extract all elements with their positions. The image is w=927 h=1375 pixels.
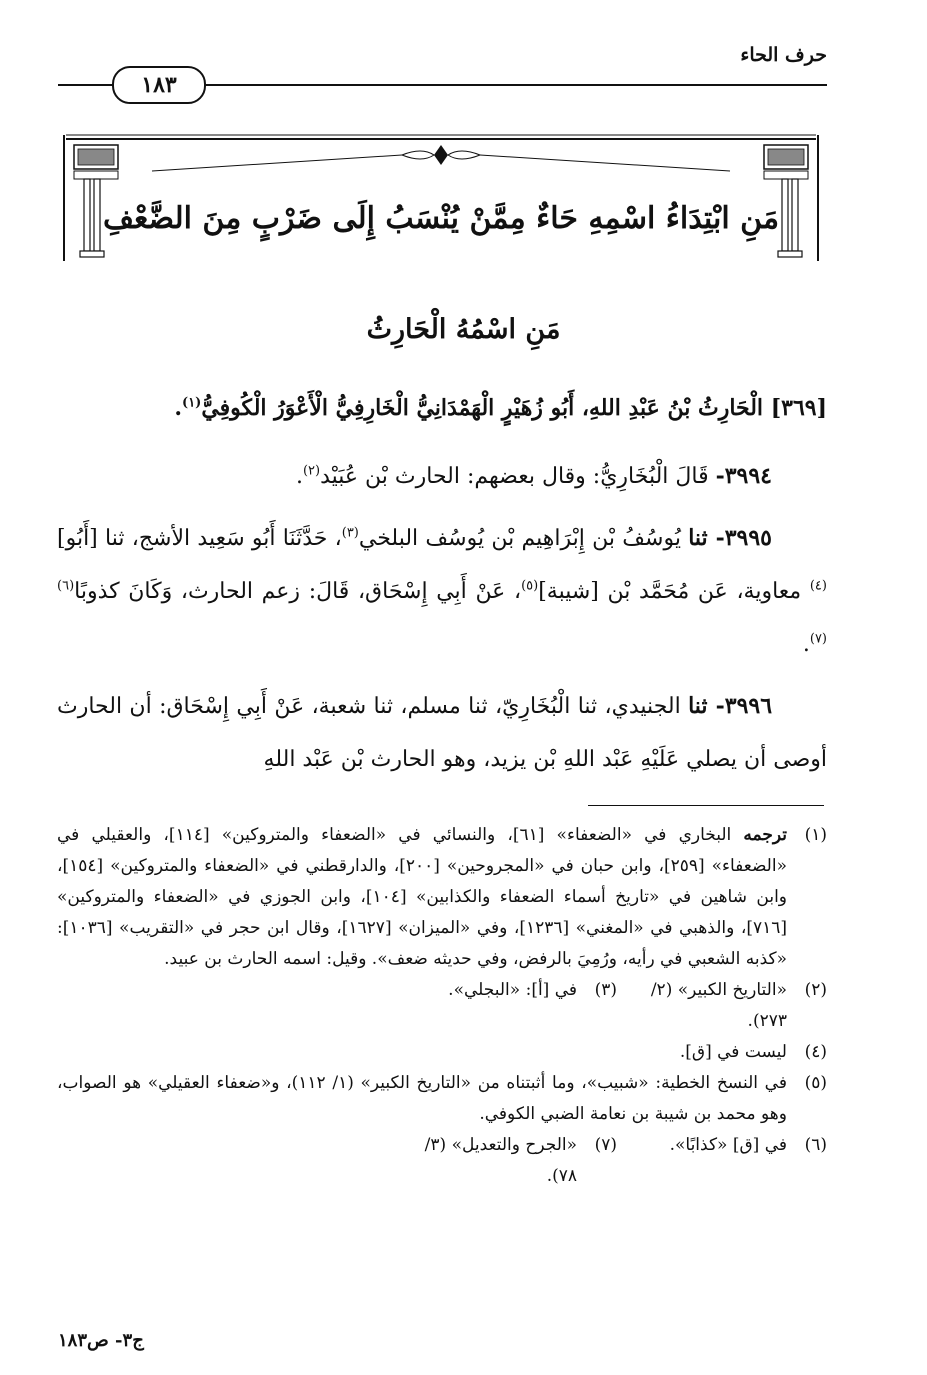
footnote-6	[617, 1130, 827, 1192]
footnote-number: (٦)	[804, 1135, 827, 1155]
hadith-number: ٣٩٩٥-	[715, 525, 772, 551]
hadith-number: ٣٩٩٦-	[715, 693, 773, 719]
footnote-ref: (١)	[182, 395, 202, 411]
footnote-text: في [أ]: «البجلي».	[448, 980, 577, 1000]
footnote-number: (٤)	[804, 1042, 827, 1062]
footnote-ref: (٦)(٧)	[57, 578, 827, 647]
footnote-number: (٣)	[594, 980, 617, 1000]
footnote-text: «التاريخ الكبير» (٢/ ٢٧٣).	[650, 980, 787, 1031]
paragraph-text: الجنيدي، ثنا الْبُخَارِيّ، ثنا مسلم، ثنا شعبة، عَنْ أَبِي إِسْحَاق: أن الحارث أوصى أن يصلي عَلَيْهِ عَبْد اللهِ بْن يزيد، وهو الحارث بْن عَبْد اللهِ	[57, 694, 827, 772]
footnote-number: (٥)	[804, 1073, 827, 1093]
narration-keyword: ثنا	[688, 693, 716, 719]
footnote-row-6-7	[57, 1130, 827, 1192]
footnote-text	[57, 820, 787, 975]
paragraph-text: ، حَدَّثَنَا أَبُو سَعِيد الأشج، ثنا [أَبُو]	[57, 526, 342, 551]
footnote-text: في النسخ الخطية: «شبيب»، وما أثبتناه من «التاريخ الكبير» (١/ ١١٢)، و«ضعفاء العقيلي» هو الصواب، وهو محمد بن شيبة بن نعامة الضبي الكوفي.	[57, 1073, 787, 1124]
main-text	[57, 450, 827, 786]
footnote-ref: (٥)	[521, 578, 539, 594]
banner-title: مَنِ ابْتِدَاءُ اسْمِهِ حَاءٌ مِمَّنْ يُنْسَبُ إِلَى ضَرْبٍ مِنَ الضَّعْفِ	[102, 201, 780, 236]
entry-header: [٣٦٩] الْحَارِثُ بْنُ عَبْدِ اللهِ، أَبُو زُهَيْرٍ الْهَمْدَانِيُّ الْخَارِفِيُّ الْأَعْوَرُ الْكُوفِيُّ$^{(١)}$.	[174, 395, 827, 421]
footnote-ref: (٣)	[341, 525, 359, 541]
paragraph-3994	[57, 450, 827, 503]
paragraph-text: .	[295, 464, 303, 489]
footnote-2	[617, 975, 827, 1037]
footnote-4	[57, 1037, 827, 1068]
footnote-rule	[588, 805, 824, 806]
paragraph-text: ، عَنْ أَبِي إِسْحَاق، قَالَ: زعم الحارث، وَكَانَ كذوبًا	[74, 579, 522, 604]
footnote-text: «الجرح والتعديل» (٣/ ٧٨).	[424, 1135, 577, 1186]
paragraph-text: قَالَ الْبُخَارِيُّ: وقال بعضهم: الحارث بْن عُبَيْد	[320, 464, 716, 489]
paragraph-text: يُوسُفُ بْن إِبْرَاهِيم بْن يُوسُف البلخي	[358, 526, 689, 551]
footnote-body: البخاري في «الضعفاء» [٦١]، والنسائي في «الضعفاء والمتروكين» [١١٤]، والعقيلي في «الضعفاء» [٢٥٩]، وابن حبان في «المجروحين» [٢٠٠]، والدارقطني في «الضعفاء والمتروكين» [١٥٤]، وابن شاهين في «تاريخ أسماء الضعفاء والكذابين» [١٠٤]، وابن الجوزي في «الضعفاء والمتروكين» [٧١٦]، والذهبي في «المغني» [١٢٣٦]، وفي «الميزان» [١٦٢٧]، وقال ابن حجر في «التقريب» [١٠٣٦]: «كذبه الشعبي في رأيه، ورُمِيَ بالرفض، وفي حديثه ضعف». وقيل: اسمه الحارث بن عبيد.	[57, 825, 788, 969]
page-reference: ج٣- ص١٨٣	[58, 1330, 144, 1351]
footnote-text: ليست في [ق].	[679, 1042, 787, 1062]
footnote-number: (١)	[804, 825, 827, 845]
footnote-number: (٧)	[594, 1135, 617, 1155]
footnote-text: في [ق] «كذابًا».	[669, 1135, 787, 1155]
footnotes	[57, 820, 827, 1192]
footnote-row-2-3	[57, 975, 827, 1037]
entry-header-text: [٣٦٩] الْحَارِثُ بْنُ عَبْدِ اللهِ، أَبُو زُهَيْرٍ الْهَمْدَانِيُّ الْخَارِفِيُّ الْأَعْوَرُ الْكُوفِيُّ	[201, 395, 827, 421]
footnote-number: (٢)	[804, 980, 827, 1000]
section-title: مَنِ اسْمُهُ الْحَارِثُ	[366, 314, 561, 345]
paragraph-3996	[57, 680, 827, 786]
narration-keyword: ثنا	[688, 525, 716, 551]
hadith-number: ٣٩٩٤-	[715, 463, 772, 489]
footnote-3	[407, 975, 617, 1037]
footnote-ref: (٢)	[302, 463, 321, 479]
paragraph-text: .	[802, 632, 810, 657]
page-number: ١٨٣	[112, 66, 206, 104]
footnote-keyword: ترجمه	[743, 825, 787, 845]
title-banner	[62, 133, 820, 263]
paragraph-text: معاوية، عَن مُحَمَّد بْن [شيبة]	[538, 579, 810, 604]
footnote-7	[407, 1130, 617, 1192]
footnote-ref: (٤)	[809, 578, 827, 594]
paragraph-3995	[57, 512, 827, 671]
footnote-5	[57, 1068, 827, 1130]
footnote-1	[57, 820, 827, 975]
running-title: حرف الحاء	[740, 44, 827, 66]
banner-frame-ornament	[62, 133, 820, 263]
